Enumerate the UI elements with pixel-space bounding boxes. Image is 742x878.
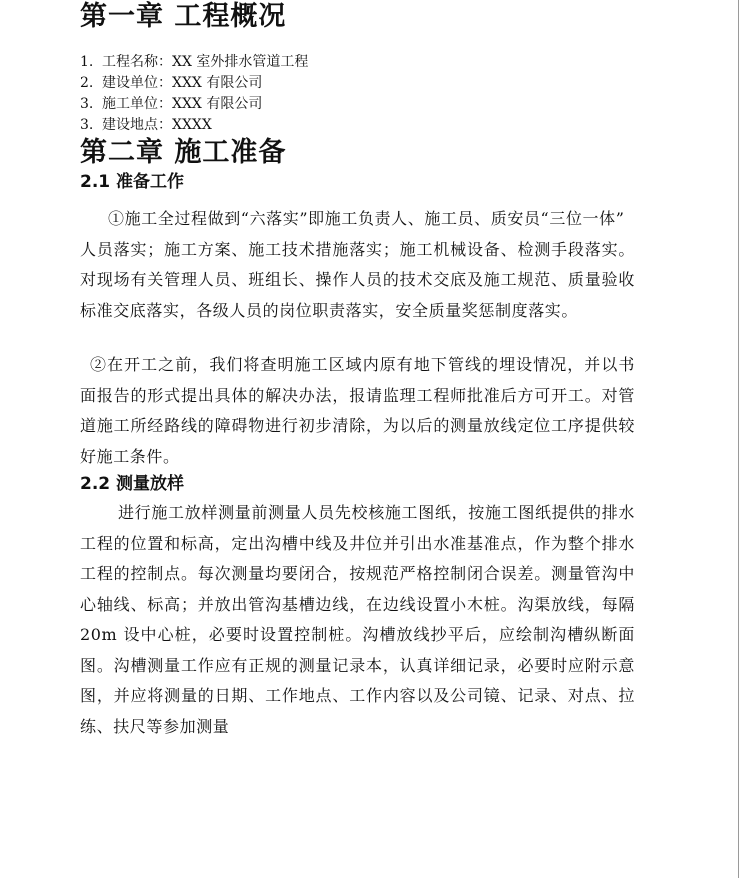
project-overview-list [80, 52, 635, 136]
section-2-1-paragraph-2: ②在开工之前，我们将查明施工区域内原有地下管线的埋设情况，并以书面报告的形式提出具体的解决办法，报请监理工程师批准后方可开工。对管道施工所经路线的障碍物进行初步清除，为以后的测量放线定位工序提供较好施工条件。 [80, 355, 635, 466]
list-item [80, 115, 635, 136]
chapter-2-title: 第二章 施工准备 [80, 137, 287, 168]
section-2-1-heading: 2.1 准备工作 [80, 172, 185, 192]
list-item-number: 3. [80, 117, 94, 133]
list-item-text: 施工单位：XXX 有限公司 [102, 96, 263, 112]
chapter-1-title: 第一章 工程概况 [80, 1, 287, 32]
list-item-text: 建设地点：XXXX [102, 117, 212, 133]
page-edge-divider [738, 0, 739, 878]
list-item-number: 3. [80, 96, 94, 112]
list-item-number: 1. [80, 54, 94, 70]
section-2-2-heading: 2.2 测量放样 [80, 474, 185, 494]
list-item [80, 52, 635, 73]
section-2-1-paragraph-1-body: 人员落实；施工方案、施工技术措施落实；施工机械设备、检测手段落实。对现场有关管理人员、班组长、操作人员的技术交底及施工规范、质量验收标准交底落实，各级人员的岗位职责落实，安全质量奖惩制度落实。 [80, 239, 635, 320]
list-item [80, 73, 635, 94]
section-2-2-paragraph-1: 进行施工放样测量前测量人员先校核施工图纸，按施工图纸提供的排水工程的位置和标高，定出沟槽中线及井位并引出水准基准点，作为整个排水工程的控制点。每次测量均要闭合，按规范严格控制闭合误差。测量管沟中心轴线、标高；并放出管沟基槽边线，在边线设置小木桩。沟渠放线，每隔 20m 设中心桩，必要时设置控制桩。沟槽放线抄平后，应绘制沟槽纵断面图。沟槽测量工作应有正规的测量记录本，认真详细记录，必要时应附示意图，并应将测量的日期、工作地点、工作内容以及公司镜、记录、对点、拉练、扶尺等参加测量 [80, 503, 635, 736]
document-body [80, 0, 635, 742]
list-item-text: 建设单位：XXX 有限公司 [102, 75, 263, 91]
list-item [80, 94, 635, 115]
list-item-number: 2. [80, 75, 94, 91]
section-2-1-paragraph-1-intro: ①施工全过程做到“六落实”即施工负责人、施工员、质安员“三位一体” [108, 209, 625, 228]
list-item-text: 工程名称：XX 室外排水管道工程 [102, 54, 309, 70]
